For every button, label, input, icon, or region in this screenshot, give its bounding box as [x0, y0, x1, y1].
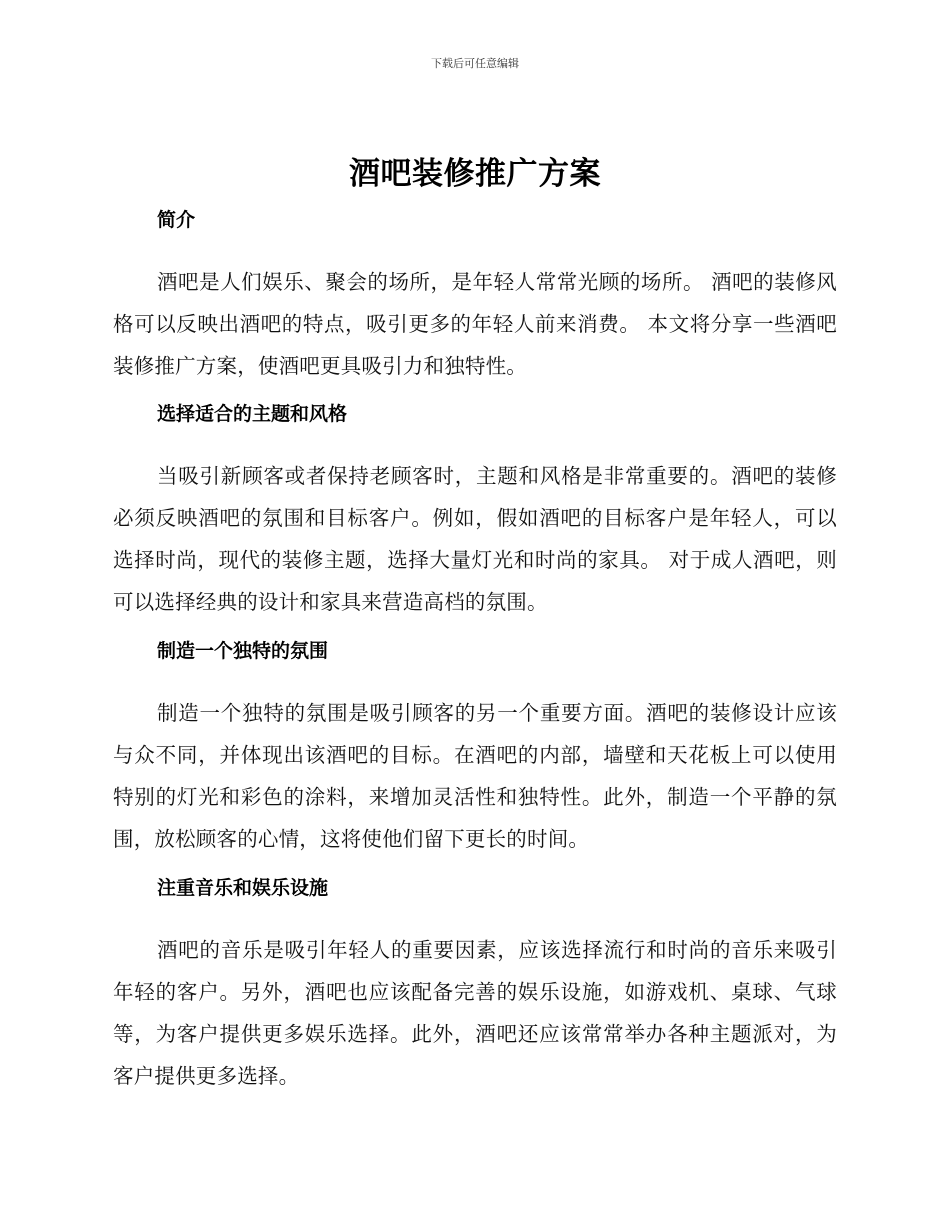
section-paragraph: 酒吧的音乐是吸引年轻人的重要因素，应该选择流行和时尚的音乐来吸引年轻的客户。另外，酒吧也应该配备完善的娱乐设施，如游戏机、桌球、气球等，为客户提供更多娱乐选择。此外，酒吧还应该常常举办各种主题派对，为客户提供更多选择。 [113, 938, 837, 1088]
section-paragraph: 当吸引新顾客或者保持老顾客时，主题和风格是非常重要的。酒吧的装修必须反映酒吧的氛围和目标客户。例如，假如酒吧的目标客户是年轻人，可以选择时尚，现代的装修主题，选择大量灯光和时尚的家具。 对于成人酒吧，则可以选择经典的设计和家具来营造高档的氛围。 [113, 464, 837, 614]
section-heading: 选择适合的主题和风格 [157, 403, 348, 425]
section-music-entertainment [113, 873, 837, 1097]
section-theme-style [113, 399, 837, 623]
section-heading: 简介 [157, 209, 196, 231]
section-paragraph: 酒吧是人们娱乐、聚会的场所，是年轻人常常光顾的场所。 酒吧的装修风格可以反映出酒吧的特点，吸引更多的年轻人前来消费。 本文将分享一些酒吧装修推广方案，使酒吧更具吸引力和独特性。 [113, 270, 837, 378]
section-paragraph: 制造一个独特的氛围是吸引顾客的另一个重要方面。酒吧的装修设计应该与众不同，并体现出该酒吧的目标。在酒吧的内部，墙壁和天花板上可以使用特别的灯光和彩色的涂料，来增加灵活性和独特性。此外，制造一个平静的氛围，放松顾客的心情，这将使他们留下更长的时间。 [113, 701, 837, 851]
section-introduction [113, 205, 837, 387]
page-header-note: 下载后可任意编辑 [431, 57, 519, 70]
section-atmosphere [113, 636, 837, 860]
section-heading: 制造一个独特的氛围 [157, 640, 329, 662]
section-heading: 注重音乐和娱乐设施 [157, 877, 329, 899]
document-title: 酒吧装修推广方案 [349, 156, 601, 192]
